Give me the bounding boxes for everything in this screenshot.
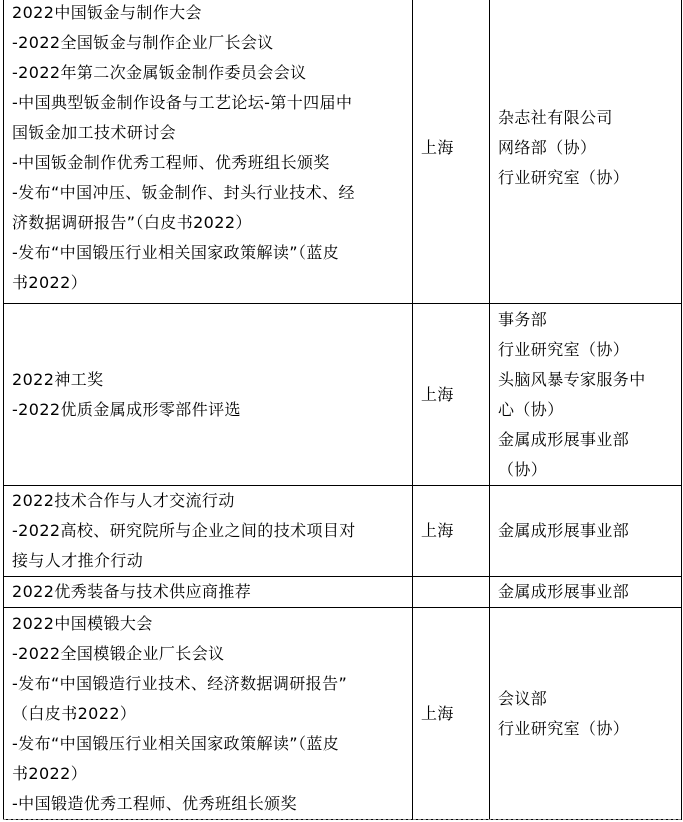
page-bottom-divider — [3, 819, 681, 821]
event-title: 2022优秀装备与技术供应商推荐 — [12, 582, 252, 601]
event-cell — [4, 304, 413, 486]
organizer-line: 金属成形展事业部 — [498, 429, 630, 449]
organizer-line: 行业研究室（协） — [498, 339, 630, 359]
organizer-cell — [490, 486, 682, 577]
event-cell — [4, 0, 413, 304]
organizer-line: 行业研究室（协） — [498, 718, 630, 738]
event-title: 2022中国钣金与制作大会 — [12, 3, 202, 22]
table-row — [4, 608, 682, 820]
event-cell — [4, 608, 413, 820]
organizer-cell — [490, 0, 682, 304]
event-line: -中国钣金制作优秀工程师、优秀班组长颁奖 — [12, 153, 330, 172]
organizer-line: 心（协） — [498, 399, 564, 419]
event-line: -发布“中国冲压、钣金制作、封头行业技术、经 — [12, 183, 355, 202]
event-line: -中国锻造优秀工程师、优秀班组长颁奖 — [12, 793, 297, 813]
event-title: 2022中国模锻大会 — [12, 613, 153, 633]
location-cell: 上海 — [413, 608, 490, 820]
event-line: 书2022） — [12, 273, 88, 292]
location-cell — [413, 577, 490, 608]
event-line: -2022高校、研究院所与企业之间的技术项目对 — [12, 521, 356, 540]
table-row — [4, 0, 682, 304]
organizer-line: 头脑风暴专家服务中 — [498, 369, 646, 389]
event-line: -2022年第二次金属钣金制作委员会会议 — [12, 63, 307, 82]
event-line: 书2022） — [12, 763, 88, 783]
table-row — [4, 577, 682, 608]
table-row — [4, 304, 682, 486]
organizer-line: （协） — [498, 459, 548, 479]
event-line: -中国典型钣金制作设备与工艺论坛-第十四届中 — [12, 93, 353, 112]
location-cell: 上海 — [413, 304, 490, 486]
event-line: -发布“中国锻造行业技术、经济数据调研报告” — [12, 673, 348, 693]
event-line: （白皮书2022） — [12, 703, 137, 723]
event-cell — [4, 577, 413, 608]
organizer-line: 行业研究室（协） — [498, 168, 630, 187]
organizer-line: 网络部（协） — [498, 138, 597, 157]
organizer-cell — [490, 304, 682, 486]
organizer-line: 会议部 — [498, 688, 548, 708]
organizer-line: 杂志社有限公司 — [498, 108, 613, 127]
event-line: 国钣金加工技术研讨会 — [12, 123, 177, 142]
organizer-cell — [490, 608, 682, 820]
event-line: -2022全国模锻企业厂长会议 — [12, 643, 225, 663]
organizer-line: 金属成形展事业部 — [498, 521, 630, 540]
event-title: 2022技术合作与人才交流行动 — [12, 491, 235, 510]
event-line: -2022优质金属成形零部件评选 — [12, 399, 241, 419]
organizer-cell — [490, 577, 682, 608]
organizer-line: 金属成形展事业部 — [498, 582, 630, 601]
event-line: -发布“中国锻压行业相关国家政策解读”（蓝皮 — [12, 733, 340, 753]
events-table — [3, 0, 682, 820]
organizer-line: 事务部 — [498, 309, 548, 329]
event-cell — [4, 486, 413, 577]
event-line: 接与人才推介行动 — [12, 551, 144, 570]
location-cell: 上海 — [413, 486, 490, 577]
table-row — [4, 486, 682, 577]
event-line: -发布“中国锻压行业相关国家政策解读”（蓝皮 — [12, 243, 340, 262]
event-title: 2022神工奖 — [12, 369, 104, 389]
event-line: -2022全国钣金与制作企业厂长会议 — [12, 33, 274, 52]
event-line: 济数据调研报告”（白皮书2022） — [12, 213, 252, 232]
location-cell: 上海 — [413, 0, 490, 304]
